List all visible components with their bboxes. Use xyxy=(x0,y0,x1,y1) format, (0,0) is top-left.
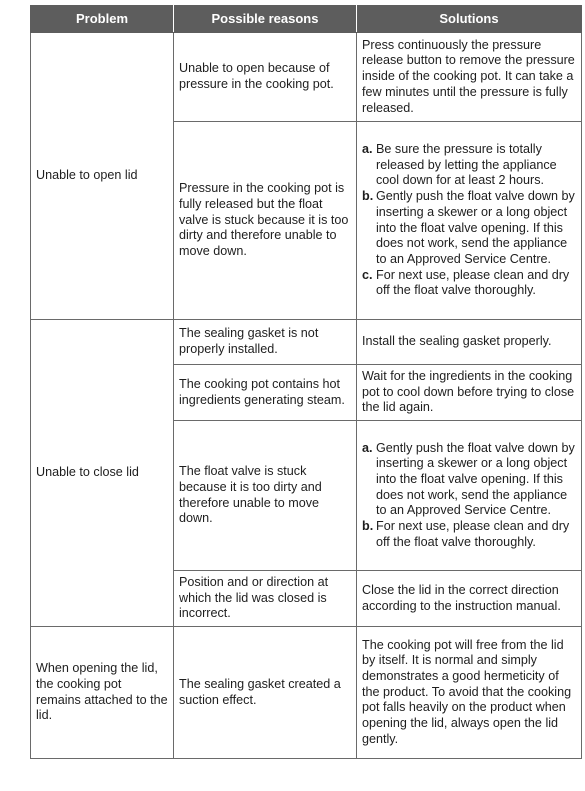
step-marker: b. xyxy=(362,189,374,204)
step-marker: a. xyxy=(362,141,373,156)
header-problem: Problem xyxy=(31,6,174,33)
solution-step xyxy=(362,189,576,268)
reason-cell: The sealing gasket is not properly installed. xyxy=(174,320,357,365)
table-row xyxy=(31,33,582,122)
step-text: Gently push the float valve down by inserting a skewer or a long object into the float valve opening. If this does not work, send the appliance to an Approved Service Centre. xyxy=(376,189,575,266)
solution-step xyxy=(362,441,576,520)
solution-cell xyxy=(357,122,582,320)
step-text: Be sure the pressure is totally released by letting the appliance cool down for at least 2 hours. xyxy=(376,141,557,188)
step-text: For next use, please clean and dry off the float valve thoroughly. xyxy=(376,519,570,549)
solution-cell: The cooking pot will free from the lid by itself. It is normal and simply demonstrates a good hermeticity of the product. To avoid that the cooking pot falls heavily on the product when opening the lid, always open the lid gently. xyxy=(357,627,582,759)
header-possible-reasons: Possible reasons xyxy=(174,6,357,33)
solution-steps xyxy=(362,441,576,551)
solution-cell xyxy=(357,421,582,571)
reason-cell: Position and or direction at which the lid was closed is incorrect. xyxy=(174,571,357,627)
header-solutions: Solutions xyxy=(357,6,582,33)
reason-cell: The cooking pot contains hot ingredients generating steam. xyxy=(174,365,357,421)
table-row xyxy=(31,627,582,759)
table-row xyxy=(31,320,582,365)
step-marker: c. xyxy=(362,267,373,282)
step-text: Gently push the float valve down by inserting a skewer or a long object into the float valve opening. If this does not work, send the appliance to an Approved Service Centre. xyxy=(376,440,575,518)
solution-steps xyxy=(362,142,576,299)
problem-cell: Unable to open lid xyxy=(31,33,174,320)
step-marker: b. xyxy=(362,519,374,534)
reason-cell: Unable to open because of pressure in the cooking pot. xyxy=(174,33,357,122)
reason-cell: The float valve is stuck because it is too dirty and therefore unable to move down. xyxy=(174,421,357,571)
step-marker: a. xyxy=(362,440,373,455)
reason-cell: The sealing gasket created a suction effect. xyxy=(174,627,357,759)
solution-step xyxy=(362,519,576,550)
problem-cell: When opening the lid, the cooking pot remains attached to the lid. xyxy=(31,627,174,759)
reason-cell: Pressure in the cooking pot is fully released but the float valve is stuck because it is too dirty and therefore unable to move down. xyxy=(174,122,357,320)
solution-step xyxy=(362,268,576,299)
troubleshooting-table xyxy=(30,5,582,759)
problem-cell: Unable to close lid xyxy=(31,320,174,627)
step-text: For next use, please clean and dry off the float valve thoroughly. xyxy=(376,267,570,298)
solution-cell: Press continuously the pressure release button to remove the pressure inside of the cooking pot. It can take a few minutes until the pressure is fully released. xyxy=(357,33,582,122)
solution-step xyxy=(362,142,576,189)
solution-cell: Close the lid in the correct direction according to the instruction manual. xyxy=(357,571,582,627)
solution-cell: Wait for the ingredients in the cooking pot to cool down before trying to close the lid again. xyxy=(357,365,582,421)
solution-cell: Install the sealing gasket properly. xyxy=(357,320,582,365)
table-header-row xyxy=(31,6,582,33)
